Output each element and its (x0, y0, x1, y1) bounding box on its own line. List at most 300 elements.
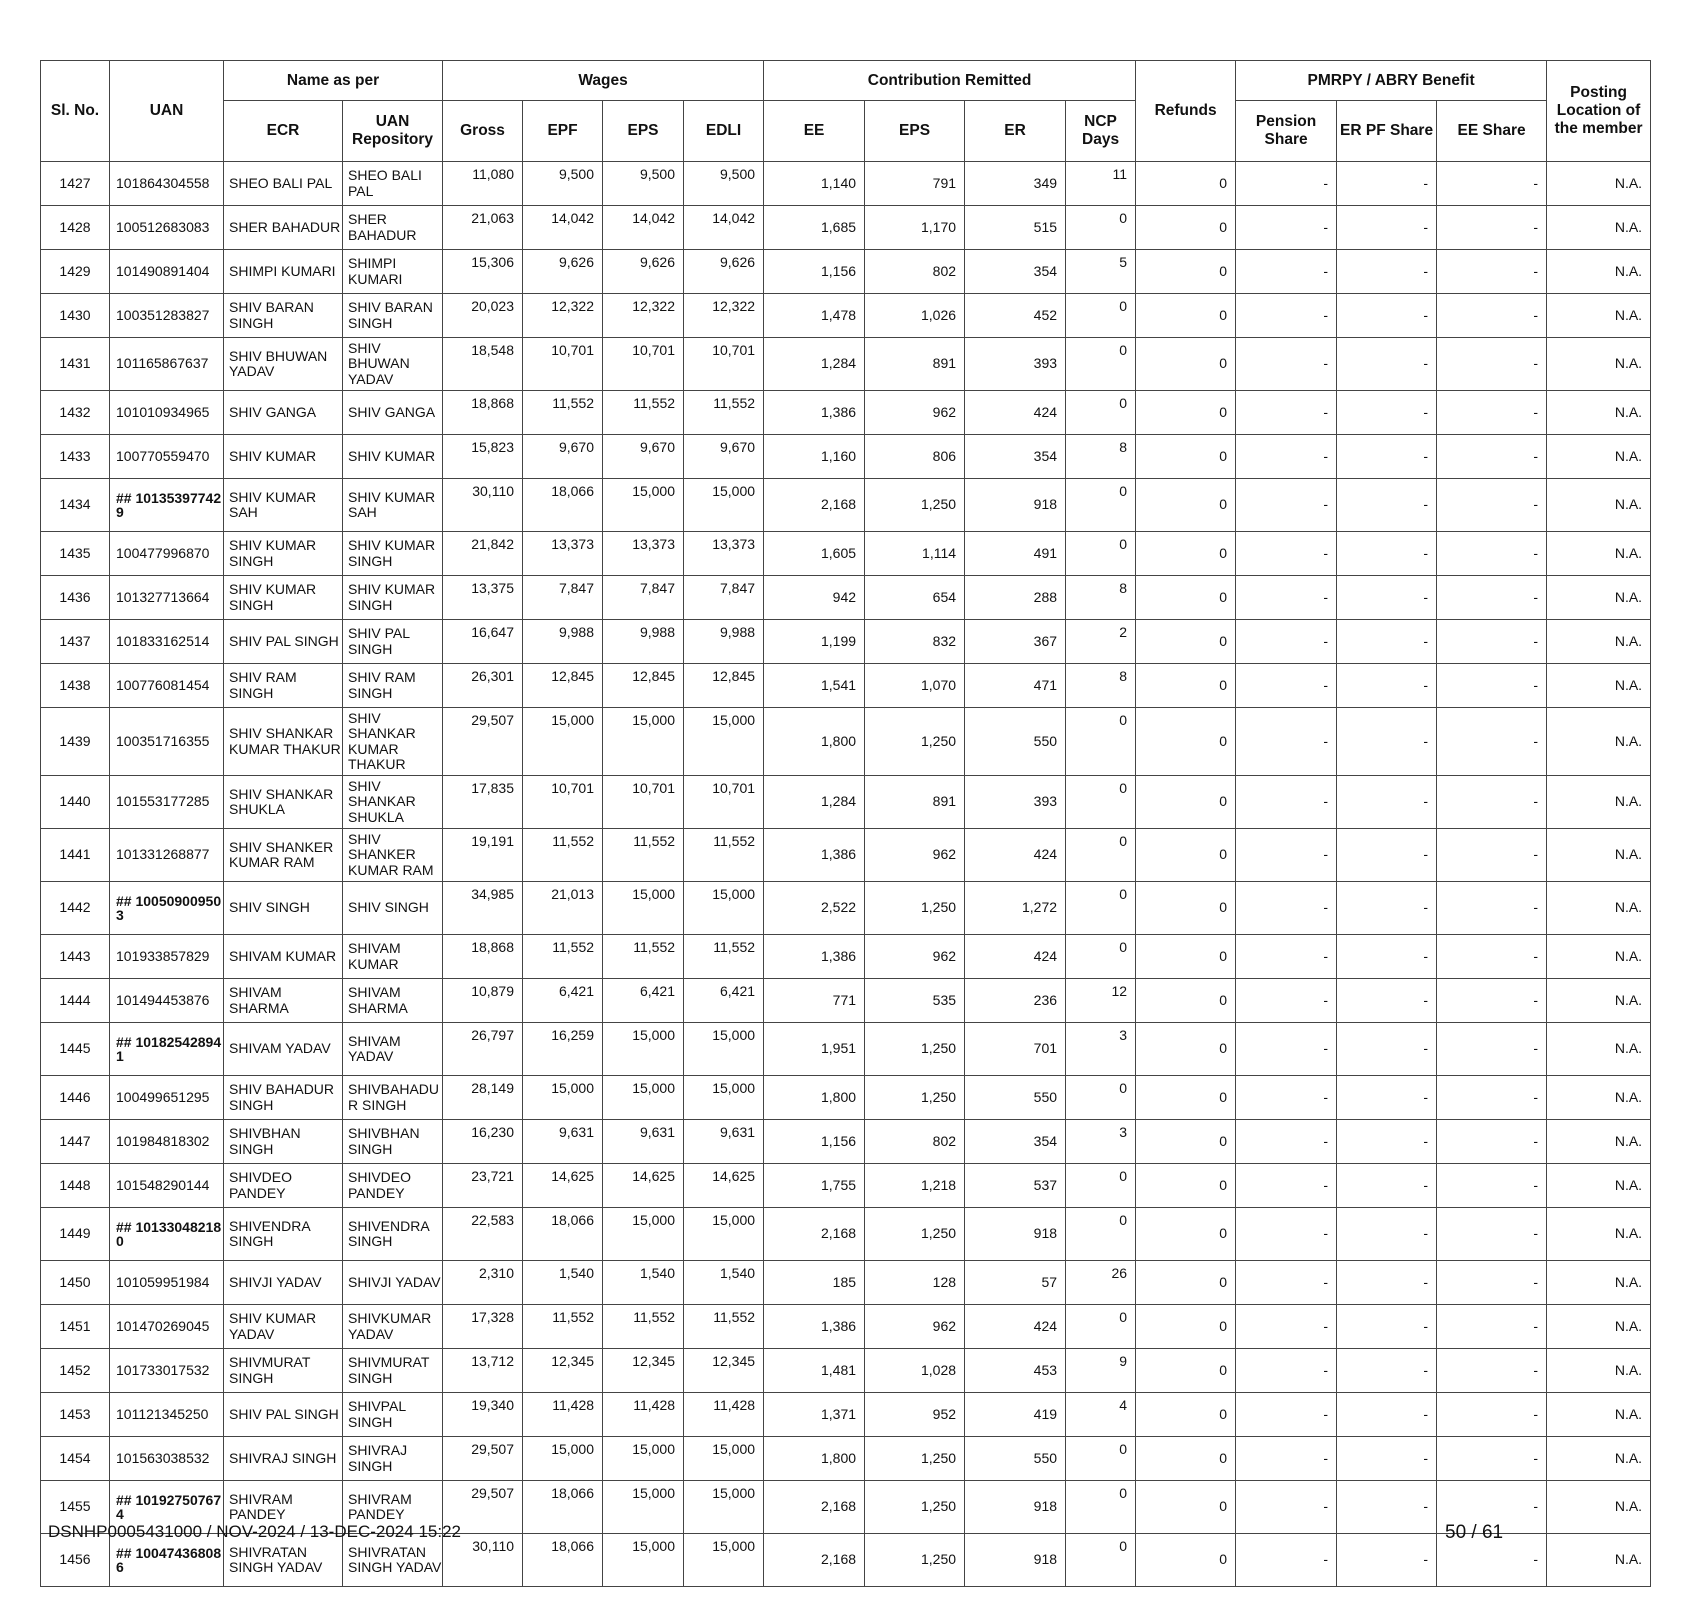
cell-posting-location: N.A. (1547, 829, 1651, 882)
table-row (41, 776, 1651, 829)
cell-ncp-days: 0 (1066, 1481, 1136, 1534)
header-contribution-remitted: Contribution Remitted (764, 61, 1136, 101)
cell-posting-location: N.A. (1547, 776, 1651, 829)
cell-ee: 1,800 (764, 1076, 865, 1120)
cell-ncp-days: 0 (1066, 935, 1136, 979)
cell-posting-location: N.A. (1547, 1393, 1651, 1437)
cell-sl-no: 1437 (41, 620, 110, 664)
cell-uan: 101984818302 (110, 1120, 224, 1164)
cell-ncp-days: 0 (1066, 882, 1136, 935)
cell-er: 354 (965, 435, 1066, 479)
cell-eps: 12,322 (603, 294, 684, 338)
cell-er: 701 (965, 1023, 1066, 1076)
cell-epf: 15,000 (523, 708, 603, 776)
cell-gross: 18,868 (443, 391, 523, 435)
cell-name-uan-repository: SHIV SHANKAR KUMAR THAKUR (343, 708, 443, 776)
header-ecr: ECR (224, 101, 343, 162)
cell-ee-share: - (1437, 206, 1547, 250)
cell-epf: 13,373 (523, 532, 603, 576)
cell-er: 918 (965, 1534, 1066, 1587)
cell-name-uan-repository: SHER BAHADUR (343, 206, 443, 250)
cell-refunds: 0 (1136, 250, 1236, 294)
cell-ncp-days: 2 (1066, 620, 1136, 664)
cell-edli: 9,988 (684, 620, 764, 664)
cell-edli: 15,000 (684, 708, 764, 776)
cell-er: 393 (965, 776, 1066, 829)
cell-epf: 21,013 (523, 882, 603, 935)
cell-gross: 16,230 (443, 1120, 523, 1164)
cell-name-uan-repository: SHIV SHANKER KUMAR RAM (343, 829, 443, 882)
cell-ee: 2,168 (764, 1481, 865, 1534)
cell-sl-no: 1452 (41, 1349, 110, 1393)
cell-gross: 20,023 (443, 294, 523, 338)
table-row (41, 1305, 1651, 1349)
cell-gross: 13,712 (443, 1349, 523, 1393)
cell-er: 918 (965, 1481, 1066, 1534)
cell-edli: 11,552 (684, 1305, 764, 1349)
cell-refunds: 0 (1136, 1120, 1236, 1164)
cell-sl-no: 1435 (41, 532, 110, 576)
cell-pension-share: - (1236, 162, 1337, 206)
cell-gross: 29,507 (443, 708, 523, 776)
cell-pension-share: - (1236, 532, 1337, 576)
cell-posting-location: N.A. (1547, 882, 1651, 935)
cell-name-uan-repository: SHIV SHANKAR SHUKLA (343, 776, 443, 829)
cell-pension-share: - (1236, 1349, 1337, 1393)
cell-er-pf-share: - (1337, 1393, 1437, 1437)
cell-pension-share: - (1236, 708, 1337, 776)
cell-uan: 101470269045 (110, 1305, 224, 1349)
cell-epf: 9,626 (523, 250, 603, 294)
cell-er-pf-share: - (1337, 391, 1437, 435)
cell-contribution-eps: 1,170 (865, 206, 965, 250)
cell-name-ecr: SHIV SHANKER KUMAR RAM (224, 829, 343, 882)
header-contribution-eps: EPS (865, 101, 965, 162)
cell-posting-location: N.A. (1547, 1349, 1651, 1393)
cell-er: 918 (965, 479, 1066, 532)
cell-edli: 1,540 (684, 1261, 764, 1305)
cell-ee-share: - (1437, 620, 1547, 664)
cell-name-uan-repository: SHIVRATAN SINGH YADAV (343, 1534, 443, 1587)
cell-uan: 100499651295 (110, 1076, 224, 1120)
cell-ncp-days: 0 (1066, 776, 1136, 829)
cell-edli: 12,322 (684, 294, 764, 338)
cell-epf: 18,066 (523, 1481, 603, 1534)
table-row (41, 1261, 1651, 1305)
cell-sl-no: 1447 (41, 1120, 110, 1164)
cell-posting-location: N.A. (1547, 435, 1651, 479)
cell-epf: 11,552 (523, 935, 603, 979)
cell-er: 288 (965, 576, 1066, 620)
cell-ee: 1,386 (764, 829, 865, 882)
cell-epf: 14,625 (523, 1164, 603, 1208)
cell-sl-no: 1436 (41, 576, 110, 620)
cell-pension-share: - (1236, 1534, 1337, 1587)
cell-ee-share: - (1437, 294, 1547, 338)
cell-epf: 12,845 (523, 664, 603, 708)
table-row (41, 979, 1651, 1023)
cell-eps: 10,701 (603, 776, 684, 829)
cell-ee: 1,160 (764, 435, 865, 479)
footer-reference: DSNHP0005431000 / NOV-2024 / 13-DEC-2024 15:22 (48, 1522, 461, 1541)
cell-epf: 16,259 (523, 1023, 603, 1076)
cell-pension-share: - (1236, 338, 1337, 391)
cell-er: 424 (965, 829, 1066, 882)
cell-contribution-eps: 962 (865, 829, 965, 882)
cell-ncp-days: 4 (1066, 1393, 1136, 1437)
cell-name-ecr: SHIVRAM PANDEY (224, 1481, 343, 1534)
cell-name-ecr: SHIVAM SHARMA (224, 979, 343, 1023)
cell-contribution-eps: 791 (865, 162, 965, 206)
cell-gross: 19,191 (443, 829, 523, 882)
cell-ee: 1,481 (764, 1349, 865, 1393)
cell-epf: 12,345 (523, 1349, 603, 1393)
cell-gross: 18,548 (443, 338, 523, 391)
cell-name-ecr: SHEO BALI PAL (224, 162, 343, 206)
cell-epf: 10,701 (523, 338, 603, 391)
cell-refunds: 0 (1136, 1349, 1236, 1393)
cell-refunds: 0 (1136, 391, 1236, 435)
cell-eps: 11,552 (603, 391, 684, 435)
header-er-pf-share: ER PF Share (1337, 101, 1437, 162)
header-gross: Gross (443, 101, 523, 162)
cell-name-uan-repository: SHIVAM SHARMA (343, 979, 443, 1023)
header-er: ER (965, 101, 1066, 162)
cell-name-ecr: SHIV GANGA (224, 391, 343, 435)
cell-name-ecr: SHIVAM KUMAR (224, 935, 343, 979)
cell-name-ecr: SHIVAM YADAV (224, 1023, 343, 1076)
cell-contribution-eps: 1,250 (865, 1481, 965, 1534)
header-wages: Wages (443, 61, 764, 101)
cell-contribution-eps: 1,250 (865, 882, 965, 935)
cell-er: 424 (965, 1305, 1066, 1349)
cell-uan: ## 10192750767 4 (110, 1481, 224, 1534)
header-epf: EPF (523, 101, 603, 162)
cell-er-pf-share: - (1337, 1349, 1437, 1393)
cell-er-pf-share: - (1337, 664, 1437, 708)
cell-edli: 9,500 (684, 162, 764, 206)
cell-er: 424 (965, 391, 1066, 435)
table-row (41, 664, 1651, 708)
cell-ee: 1,605 (764, 532, 865, 576)
cell-uan: 100770559470 (110, 435, 224, 479)
cell-eps: 15,000 (603, 882, 684, 935)
cell-ee: 1,156 (764, 250, 865, 294)
header-refunds: Refunds (1136, 61, 1236, 162)
cell-refunds: 0 (1136, 162, 1236, 206)
cell-er-pf-share: - (1337, 1261, 1437, 1305)
cell-sl-no: 1446 (41, 1076, 110, 1120)
cell-ee-share: - (1437, 1349, 1547, 1393)
cell-edli: 10,701 (684, 776, 764, 829)
cell-contribution-eps: 1,028 (865, 1349, 965, 1393)
cell-ee-share: - (1437, 1208, 1547, 1261)
cell-refunds: 0 (1136, 1393, 1236, 1437)
cell-gross: 29,507 (443, 1437, 523, 1481)
cell-er-pf-share: - (1337, 479, 1437, 532)
cell-uan: ## 10133048218 0 (110, 1208, 224, 1261)
table-row (41, 882, 1651, 935)
cell-eps: 15,000 (603, 1534, 684, 1587)
cell-refunds: 0 (1136, 1534, 1236, 1587)
cell-name-uan-repository: SHIV RAM SINGH (343, 664, 443, 708)
cell-edli: 15,000 (684, 1023, 764, 1076)
cell-posting-location: N.A. (1547, 708, 1651, 776)
cell-eps: 11,552 (603, 829, 684, 882)
cell-gross: 19,340 (443, 1393, 523, 1437)
header-eps: EPS (603, 101, 684, 162)
cell-ncp-days: 0 (1066, 829, 1136, 882)
cell-refunds: 0 (1136, 708, 1236, 776)
cell-name-ecr: SHIV SHANKAR KUMAR THAKUR (224, 708, 343, 776)
cell-refunds: 0 (1136, 576, 1236, 620)
cell-name-uan-repository: SHIV KUMAR (343, 435, 443, 479)
cell-contribution-eps: 952 (865, 1393, 965, 1437)
cell-epf: 15,000 (523, 1076, 603, 1120)
cell-uan: 101490891404 (110, 250, 224, 294)
cell-ee-share: - (1437, 1437, 1547, 1481)
cell-edli: 11,552 (684, 391, 764, 435)
cell-ncp-days: 0 (1066, 1208, 1136, 1261)
cell-pension-share: - (1236, 250, 1337, 294)
cell-pension-share: - (1236, 882, 1337, 935)
cell-edli: 12,845 (684, 664, 764, 708)
cell-ncp-days: 12 (1066, 979, 1136, 1023)
cell-eps: 9,500 (603, 162, 684, 206)
cell-eps: 9,631 (603, 1120, 684, 1164)
cell-edli: 14,042 (684, 206, 764, 250)
cell-ee: 2,522 (764, 882, 865, 935)
cell-epf: 11,552 (523, 829, 603, 882)
cell-contribution-eps: 891 (865, 776, 965, 829)
header-ncp-days: NCP Days (1066, 101, 1136, 162)
cell-ee-share: - (1437, 1534, 1547, 1587)
cell-uan: ## 10047436808 6 (110, 1534, 224, 1587)
cell-posting-location: N.A. (1547, 250, 1651, 294)
cell-epf: 1,540 (523, 1261, 603, 1305)
cell-eps: 9,988 (603, 620, 684, 664)
cell-contribution-eps: 962 (865, 391, 965, 435)
cell-sl-no: 1432 (41, 391, 110, 435)
cell-name-ecr: SHER BAHADUR (224, 206, 343, 250)
cell-contribution-eps: 1,070 (865, 664, 965, 708)
cell-ee: 1,386 (764, 391, 865, 435)
cell-gross: 34,985 (443, 882, 523, 935)
cell-epf: 18,066 (523, 479, 603, 532)
cell-er: 57 (965, 1261, 1066, 1305)
cell-sl-no: 1445 (41, 1023, 110, 1076)
cell-sl-no: 1434 (41, 479, 110, 532)
cell-name-uan-repository: SHIV KUMAR SAH (343, 479, 443, 532)
cell-epf: 18,066 (523, 1208, 603, 1261)
cell-uan: ## 10135397742 9 (110, 479, 224, 532)
cell-ee-share: - (1437, 162, 1547, 206)
cell-contribution-eps: 1,250 (865, 1023, 965, 1076)
cell-er: 550 (965, 1437, 1066, 1481)
cell-pension-share: - (1236, 1208, 1337, 1261)
cell-name-uan-repository: SHIVAM YADAV (343, 1023, 443, 1076)
cell-ee-share: - (1437, 776, 1547, 829)
cell-name-ecr: SHIVJI YADAV (224, 1261, 343, 1305)
cell-er: 354 (965, 250, 1066, 294)
cell-ee-share: - (1437, 250, 1547, 294)
cell-uan: 100477996870 (110, 532, 224, 576)
cell-pension-share: - (1236, 1164, 1337, 1208)
cell-refunds: 0 (1136, 435, 1236, 479)
cell-pension-share: - (1236, 1023, 1337, 1076)
cell-contribution-eps: 1,250 (865, 479, 965, 532)
cell-refunds: 0 (1136, 1023, 1236, 1076)
cell-ee-share: - (1437, 979, 1547, 1023)
table-row (41, 391, 1651, 435)
cell-uan: 101165867637 (110, 338, 224, 391)
cell-gross: 15,306 (443, 250, 523, 294)
cell-uan: 101121345250 (110, 1393, 224, 1437)
cell-sl-no: 1439 (41, 708, 110, 776)
cell-er: 453 (965, 1349, 1066, 1393)
cell-epf: 11,552 (523, 391, 603, 435)
cell-eps: 9,626 (603, 250, 684, 294)
cell-pension-share: - (1236, 1120, 1337, 1164)
cell-eps: 15,000 (603, 708, 684, 776)
cell-refunds: 0 (1136, 1164, 1236, 1208)
cell-epf: 9,500 (523, 162, 603, 206)
table-row (41, 708, 1651, 776)
cell-er: 550 (965, 708, 1066, 776)
header-name-as-per: Name as per (224, 61, 443, 101)
cell-er-pf-share: - (1337, 1120, 1437, 1164)
cell-name-ecr: SHIV BARAN SINGH (224, 294, 343, 338)
cell-er: 354 (965, 1120, 1066, 1164)
cell-posting-location: N.A. (1547, 979, 1651, 1023)
cell-contribution-eps: 802 (865, 250, 965, 294)
cell-gross: 18,868 (443, 935, 523, 979)
cell-ee: 2,168 (764, 1208, 865, 1261)
cell-uan: ## 10050900950 3 (110, 882, 224, 935)
cell-er-pf-share: - (1337, 829, 1437, 882)
cell-er-pf-share: - (1337, 1076, 1437, 1120)
cell-uan: 100776081454 (110, 664, 224, 708)
cell-er-pf-share: - (1337, 532, 1437, 576)
cell-ee-share: - (1437, 479, 1547, 532)
table-row (41, 479, 1651, 532)
cell-ncp-days: 3 (1066, 1023, 1136, 1076)
cell-refunds: 0 (1136, 1305, 1236, 1349)
cell-gross: 10,879 (443, 979, 523, 1023)
table-row (41, 1164, 1651, 1208)
cell-name-uan-repository: SHIVMURAT SINGH (343, 1349, 443, 1393)
cell-uan: 101864304558 (110, 162, 224, 206)
cell-name-ecr: SHIVENDRA SINGH (224, 1208, 343, 1261)
cell-name-ecr: SHIV KUMAR YADAV (224, 1305, 343, 1349)
cell-ee: 185 (764, 1261, 865, 1305)
cell-edli: 14,625 (684, 1164, 764, 1208)
cell-posting-location: N.A. (1547, 1208, 1651, 1261)
cell-name-ecr: SHIV RAM SINGH (224, 664, 343, 708)
cell-contribution-eps: 802 (865, 1120, 965, 1164)
cell-edli: 6,421 (684, 979, 764, 1023)
cell-er: 537 (965, 1164, 1066, 1208)
cell-name-ecr: SHIV BHUWAN YADAV (224, 338, 343, 391)
cell-er: 1,272 (965, 882, 1066, 935)
table-row (41, 1023, 1651, 1076)
cell-er-pf-share: - (1337, 620, 1437, 664)
cell-posting-location: N.A. (1547, 479, 1651, 532)
cell-sl-no: 1456 (41, 1534, 110, 1587)
cell-ee-share: - (1437, 882, 1547, 935)
cell-eps: 14,042 (603, 206, 684, 250)
cell-edli: 7,847 (684, 576, 764, 620)
cell-epf: 11,428 (523, 1393, 603, 1437)
table-row (41, 1120, 1651, 1164)
cell-ee-share: - (1437, 1120, 1547, 1164)
cell-name-ecr: SHIV KUMAR SINGH (224, 576, 343, 620)
cell-pension-share: - (1236, 1076, 1337, 1120)
cell-edli: 9,631 (684, 1120, 764, 1164)
cell-posting-location: N.A. (1547, 1120, 1651, 1164)
cell-epf: 11,552 (523, 1305, 603, 1349)
cell-eps: 11,552 (603, 935, 684, 979)
header-ee: EE (764, 101, 865, 162)
cell-uan: 101010934965 (110, 391, 224, 435)
cell-gross: 26,301 (443, 664, 523, 708)
cell-sl-no: 1427 (41, 162, 110, 206)
cell-er-pf-share: - (1337, 250, 1437, 294)
cell-ncp-days: 0 (1066, 532, 1136, 576)
cell-contribution-eps: 832 (865, 620, 965, 664)
cell-sl-no: 1448 (41, 1164, 110, 1208)
cell-posting-location: N.A. (1547, 391, 1651, 435)
cell-refunds: 0 (1136, 532, 1236, 576)
cell-posting-location: N.A. (1547, 532, 1651, 576)
cell-name-uan-repository: SHIMPI KUMARI (343, 250, 443, 294)
table-row (41, 620, 1651, 664)
table-header (41, 61, 1651, 162)
cell-refunds: 0 (1136, 1076, 1236, 1120)
cell-pension-share: - (1236, 979, 1337, 1023)
cell-sl-no: 1429 (41, 250, 110, 294)
cell-pension-share: - (1236, 829, 1337, 882)
header-uan-repository: UAN Repository (343, 101, 443, 162)
cell-ee-share: - (1437, 576, 1547, 620)
header-ee-share: EE Share (1437, 101, 1547, 162)
cell-ee: 1,284 (764, 338, 865, 391)
cell-edli: 9,626 (684, 250, 764, 294)
cell-eps: 12,845 (603, 664, 684, 708)
cell-contribution-eps: 1,250 (865, 1208, 965, 1261)
cell-contribution-eps: 128 (865, 1261, 965, 1305)
table-row (41, 829, 1651, 882)
cell-er-pf-share: - (1337, 1305, 1437, 1349)
cell-ncp-days: 0 (1066, 1164, 1136, 1208)
cell-refunds: 0 (1136, 1437, 1236, 1481)
header-sl-no: Sl. No. (41, 61, 110, 162)
cell-pension-share: - (1236, 435, 1337, 479)
cell-eps: 13,373 (603, 532, 684, 576)
cell-edli: 13,373 (684, 532, 764, 576)
cell-ee: 1,951 (764, 1023, 865, 1076)
cell-gross: 13,375 (443, 576, 523, 620)
cell-sl-no: 1449 (41, 1208, 110, 1261)
cell-ee-share: - (1437, 664, 1547, 708)
cell-posting-location: N.A. (1547, 620, 1651, 664)
cell-er: 918 (965, 1208, 1066, 1261)
table-row (41, 1076, 1651, 1120)
cell-sl-no: 1451 (41, 1305, 110, 1349)
cell-er-pf-share: - (1337, 1437, 1437, 1481)
cell-er-pf-share: - (1337, 708, 1437, 776)
cell-ncp-days: 0 (1066, 294, 1136, 338)
